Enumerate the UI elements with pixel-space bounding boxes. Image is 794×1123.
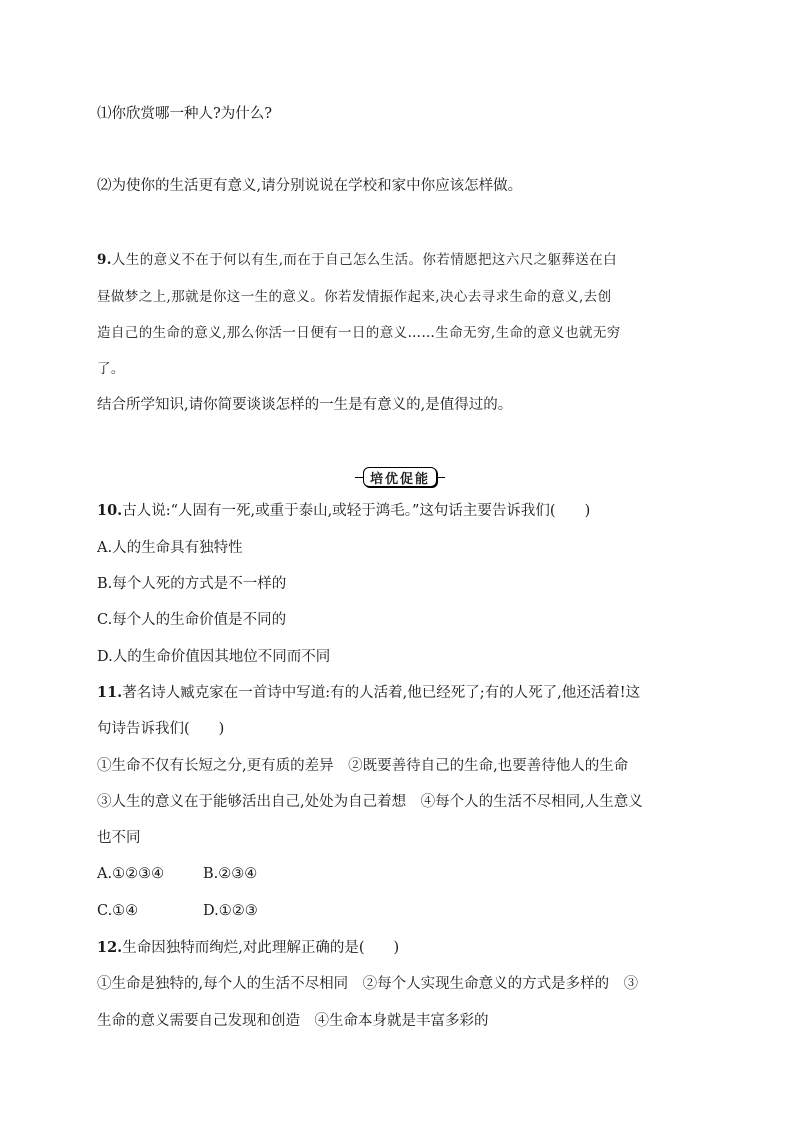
q12-stem <box>97 938 399 958</box>
q10-option-c: C.每个人的生命价值是不同的 <box>97 612 287 628</box>
q9-passage-line: 了。 <box>97 361 125 377</box>
q12-statement-line: 生命的意义需要自己发现和创造 ④生命本身就是丰富多彩的 <box>97 1013 489 1029</box>
q8-sub2: ⑵为使你的生活更有意义,请分别说说在学校和家中你应该怎样做。 <box>97 178 523 194</box>
q9-passage-line: 昼做梦之上,那就是你这一生的意义。你若发情振作起来,决心去寻求生命的意义,去创 <box>97 289 612 305</box>
q10-number: 10. <box>97 502 123 519</box>
q11-stem-line: 句诗告诉我们( ) <box>97 721 225 737</box>
q11-statement-line: 也不同 <box>97 830 141 846</box>
q12-number: 12. <box>97 939 123 956</box>
q11-stem <box>97 683 640 703</box>
q10-option-a: A.人的生命具有独特性 <box>97 540 243 556</box>
section-title <box>355 466 445 488</box>
q10-option-b: B.每个人死的方式是不一样的 <box>97 576 287 592</box>
q9-passage-line: 造自己的生命的意义,那么你活一日便有一日的意义……生命无穷,生命的意义也就无穷 <box>97 325 621 341</box>
q8-sub1: ⑴你欣赏哪一种人?为什么? <box>97 106 273 122</box>
section-title-left-rule <box>355 477 363 478</box>
q10-option-d: D.人的生命价值因其地位不同而不同 <box>97 649 331 665</box>
q11-option-d: D.①②③ <box>203 903 258 919</box>
q9-passage-text: 人生的意义不在于何以有生,而在于自己怎么生活。你若情愿把这六尺之躯葬送在白 <box>111 252 617 268</box>
q9-passage-line <box>97 250 617 270</box>
q11-option-b: B.②③④ <box>203 866 258 882</box>
q10-stem <box>97 501 590 521</box>
q9-prompt: 结合所学知识,请你简要谈谈怎样的一生是有意义的,是值得过的。 <box>97 397 513 413</box>
q11-option-c: C.①④ <box>97 903 139 919</box>
q9-number: 9. <box>97 252 112 268</box>
section-title-right-rule <box>437 477 445 478</box>
q11-statement-line: ①生命不仅有长短之分,更有质的差异 ②既要善待自己的生命,也要善待他人的生命 <box>97 758 629 774</box>
q12-stem-text: 生命因独特而绚烂,对此理解正确的是( ) <box>122 940 400 956</box>
q11-stem-text: 著名诗人臧克家在一首诗中写道:有的人活着,他已经死了;有的人死了,他还活着!这 <box>122 685 641 701</box>
q10-stem-text: 古人说:“人固有一死,或重于泰山,或轻于鸿毛。”这句话主要告诉我们( ) <box>122 503 591 519</box>
q11-statement-line: ③人生的意义在于能够活出自己,处处为自己着想 ④每个人的生活不尽相同,人生意义 <box>97 794 643 810</box>
q11-number: 11. <box>97 684 123 701</box>
section-title-label: 培优促能 <box>363 467 437 487</box>
q12-statement-line: ①生命是独特的,每个人的生活不尽相同 ②每个人实现生命意义的方式是多样的 ③ <box>97 976 639 992</box>
q11-option-a: A.①②③④ <box>97 866 165 882</box>
